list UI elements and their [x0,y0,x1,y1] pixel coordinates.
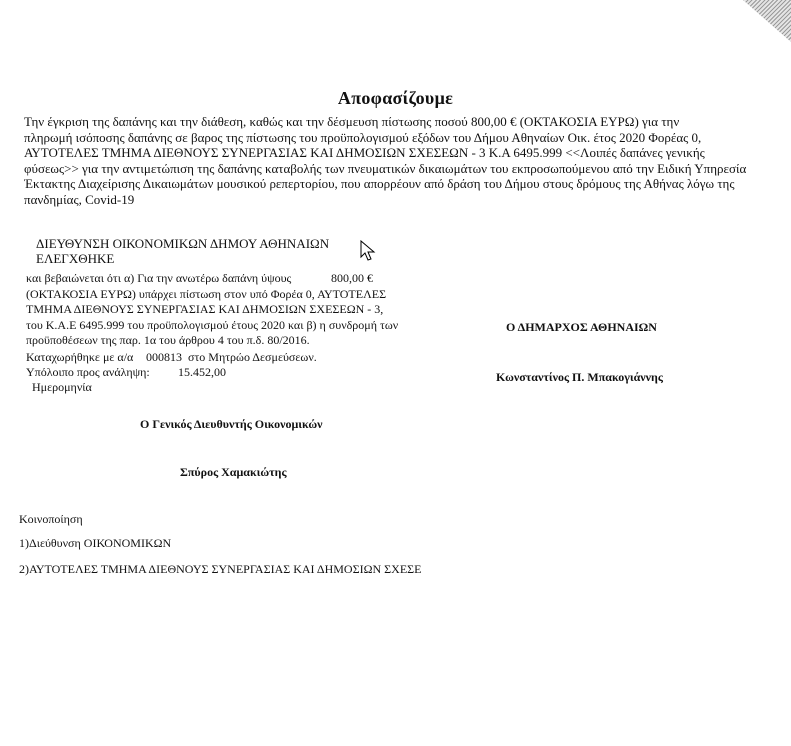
finance-line-1: και βεβαιώνεται ότι α) Για την ανωτέρω δαπάνη ύψους [26,271,292,285]
balance-label: Υπόλοιπο προς ανάληψη: [26,365,150,379]
finance-line-5: προϋποθέσεων της παρ. 1α του άρθρου 4 του π.δ. 80/2016. [26,333,310,347]
mayor-name: Κωνσταντίνος Π. Μπακογιάννης [496,370,663,384]
director-title: Ο Γενικός Διευθυντής Οικονομικών [140,417,323,431]
paragraph-line: ΑΥΤΟΤΕΛΕΣ ΤΜΗΜΑ ΔΙΕΘΝΟΥΣ ΣΥΝΕΡΓΑΣΙΑΣ ΚΑΙ ΔΗΜΟΣΙΩΝ ΣΧΕΣΕΩΝ - 3 Κ.Α 6495.999 <<Λοιπές δαπάνες γενικής [24,145,705,161]
mouse-pointer-icon [360,240,376,262]
decision-title: Αποφασίζουμε [337,88,454,108]
paragraph-line: Την έγκριση της δαπάνης και την διάθεση, καθώς και την δέσμευση πίστωσης ποσού 800,00 € (ΟΚΤΑΚΟΣΙΑ ΕΥΡΩ) για την [24,114,680,129]
paragraph-line: φύσεως>> για την αντιμετώπιση της δαπάνης καταβολής των πνευματικών δικαιωμάτων του εκπροσωπούμενου από την Ειδική Υπηρεσία [24,160,747,176]
paragraph-line: πανδημίας, Covid-19 [24,191,135,207]
paragraph-line: Έκτακτης Διαχείρισης Δικαιωμάτων μουσικού ρεπερτορίου, που απορρέουν από δράση του Δήμου στους δρόμους της Αθήνας λόγω της [24,176,735,192]
notification-item: 2)ΑΥΤΟΤΕΛΕΣ ΤΜΗΜΑ ΔΙΕΘΝΟΥΣ ΣΥΝΕΡΓΑΣΙΑΣ ΚΑΙ ΔΗΜΟΣΙΩΝ ΣΧΕΣΕ [19,562,422,576]
finance-line-2: (ΟΚΤΑΚΟΣΙΑ ΕΥΡΩ) υπάρχει πίστωση στον υπό Φορέα 0, ΑΥΤΟΤΕΛΕΣ [26,287,387,301]
date-label: Ημερομηνία [32,380,92,394]
paragraph-line: πληρωμή ισόποσης δαπάνης σε βαρος της πίστωσης του προϋπολογισμού εξόδων του Δήμου Αθηναίων Οικ. έτος 2020 Φορέας 0, [24,129,702,145]
registered-suffix: στο Μητρώο Δεσμεύσεων. [188,350,317,364]
finance-amount: 800,00 € [331,271,373,285]
checked-label: ΕΛΕΓΧΘΗΚΕ [36,251,115,266]
registered-number: 000813 [146,350,182,364]
notification-heading: Κοινοποίηση [19,512,83,526]
balance-value: 15.452,00 [178,365,226,379]
mayor-title: Ο ΔΗΜΑΡΧΟΣ ΑΘΗΝΑΙΩΝ [506,320,657,334]
finance-line-4: του Κ.Α.Ε 6495.999 του προϋπολογισμού έτους 2020 και β) η συνδρομή των [26,318,399,332]
director-name: Σπύρος Χαμακιώτης [180,465,287,479]
notification-item: 1)Διεύθυνση ΟΙΚΟΝΟΜΙΚΩΝ [19,536,172,550]
registered-label: Καταχωρήθηκε με α/α [26,350,134,364]
finance-line-3: ΤΜΗΜΑ ΔΙΕΘΝΟΥΣ ΣΥΝΕΡΓΑΣΙΑΣ ΚΑΙ ΔΗΜΟΣΙΩΝ ΣΧΕΣΕΩΝ - 3, [26,302,384,316]
decision-paragraph [24,114,759,208]
scan-page-fold [743,0,791,42]
finance-department: ΔΙΕΥΘΥΝΣΗ ΟΙΚΟΝΟΜΙΚΩΝ ΔΗΜΟΥ ΑΘΗΝΑΙΩΝ [36,236,330,251]
